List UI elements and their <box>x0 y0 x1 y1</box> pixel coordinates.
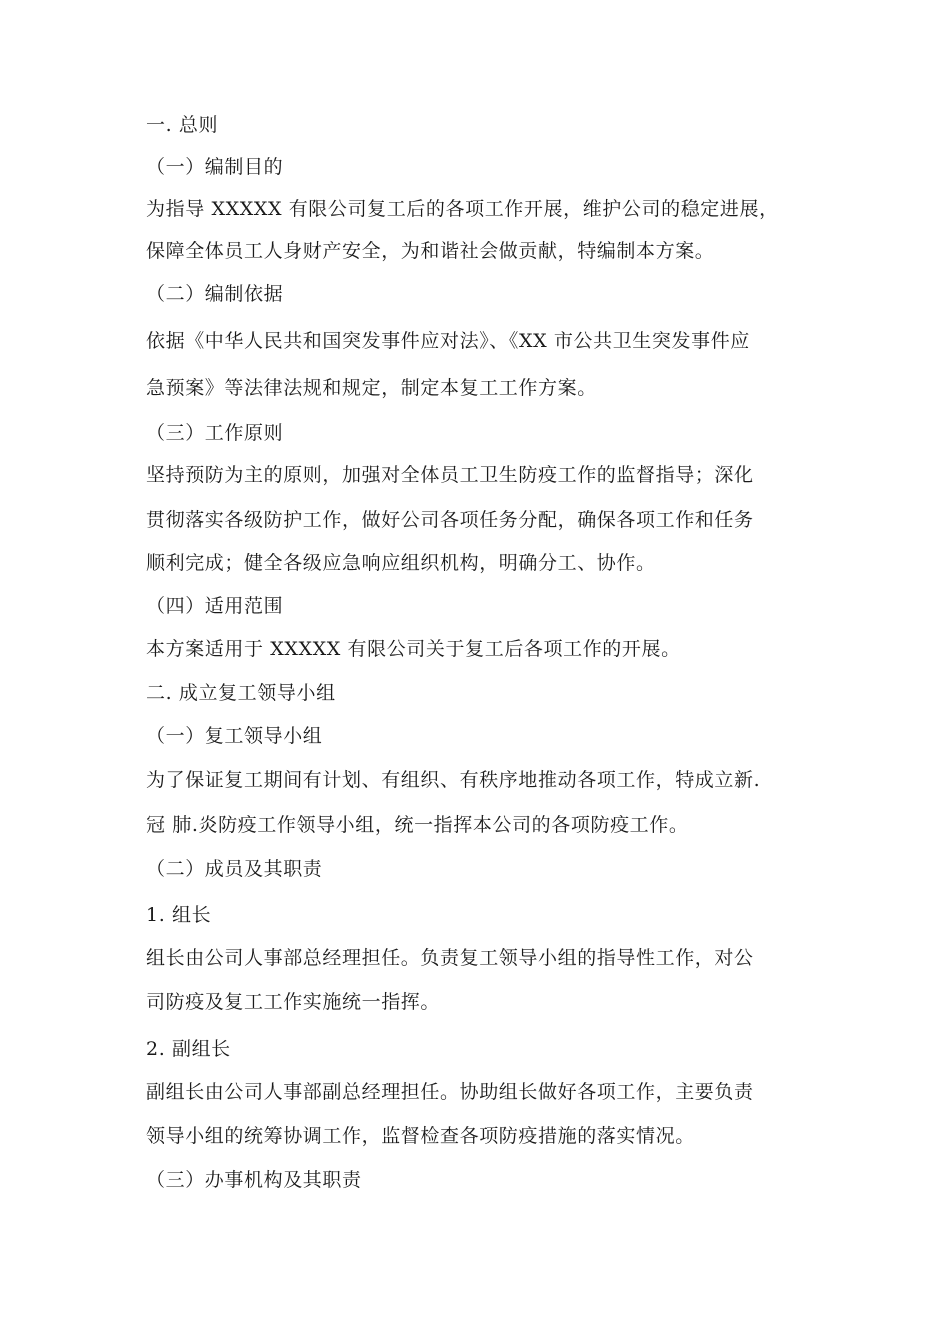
paragraph-line: 为了保证复工期间有计划、有组织、有秩序地推动各项工作，特成立新. <box>146 769 761 791</box>
subheading-basis: （二）编制依据 <box>146 283 284 305</box>
subheading-leadership-group: （一）复工领导小组 <box>146 725 323 747</box>
paragraph-line: 为指导 XXXXX 有限公司复工后的各项工作开展，维护公司的稳定进展， <box>146 198 779 220</box>
paragraph-line: 司防疫及复工工作实施统一指挥。 <box>146 991 441 1013</box>
paragraph-line: 副组长由公司人事部副总经理担任。协助组长做好各项工作，主要负责 <box>146 1081 754 1103</box>
list-item-leader: 1. 组长 <box>146 904 212 926</box>
subheading-office: （三）办事机构及其职责 <box>146 1169 362 1191</box>
paragraph-line: 领导小组的统筹协调工作，监督检查各项防疫措施的落实情况。 <box>146 1125 695 1147</box>
subheading-purpose: （一）编制目的 <box>146 156 284 178</box>
paragraph-line: 组长由公司人事部总经理担任。负责复工领导小组的指导性工作，对公 <box>146 947 754 969</box>
paragraph-line: 坚持预防为主的原则，加强对全体员工卫生防疫工作的监督指导；深化 <box>146 464 754 486</box>
list-item-deputy-leader: 2. 副组长 <box>146 1038 231 1060</box>
subheading-principles: （三）工作原则 <box>146 422 284 444</box>
paragraph-line: 贯彻落实各级防护工作，做好公司各项任务分配，确保各项工作和任务 <box>146 509 754 531</box>
section-heading-leadership: 二. 成立复工领导小组 <box>146 682 336 704</box>
paragraph-line: 冠 肺.炎防疫工作领导小组，统一指挥本公司的各项防疫工作。 <box>146 814 689 836</box>
paragraph-line: 本方案适用于 XXXXX 有限公司关于复工后各项工作的开展。 <box>146 638 681 660</box>
paragraph-line: 依据《中华人民共和国突发事件应对法》、《XX 市公共卫生突发事件应 <box>146 330 750 352</box>
paragraph-line: 顺利完成；健全各级应急响应组织机构，明确分工、协作。 <box>146 552 656 574</box>
subheading-scope: （四）适用范围 <box>146 595 284 617</box>
paragraph-line: 保障全体员工人身财产安全，为和谐社会做贡献，特编制本方案。 <box>146 240 715 262</box>
subheading-members: （二）成员及其职责 <box>146 858 323 880</box>
paragraph-line: 急预案》等法律法规和规定，制定本复工工作方案。 <box>146 377 597 399</box>
section-heading-general: 一. 总则 <box>146 114 219 136</box>
